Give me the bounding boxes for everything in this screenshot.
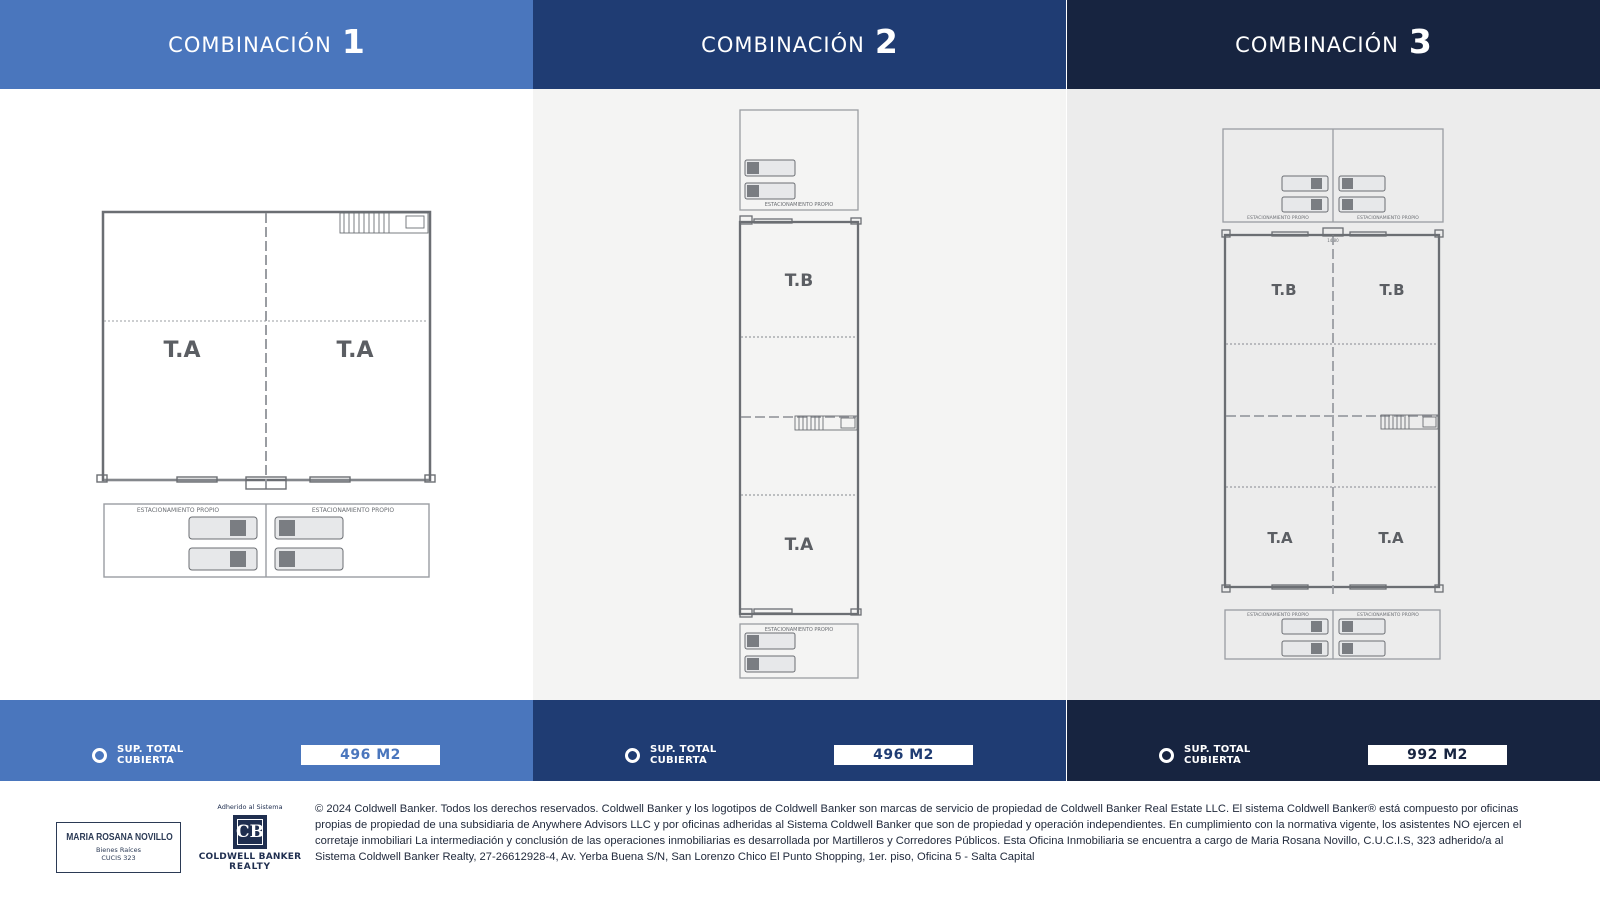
sup-line-2: CUBIERTA	[117, 755, 175, 766]
stair-icon	[1381, 415, 1438, 429]
car-icon	[745, 160, 795, 672]
combination-3-title-number: 3	[1408, 22, 1432, 61]
combination-2-column	[533, 0, 1066, 781]
combination-1-value: 496 M2	[301, 745, 440, 765]
plan3-dimension-label: 14.80	[1327, 238, 1339, 243]
plan2-parking-bottom-label: ESTACIONAMIENTO PROPIO	[764, 627, 834, 633]
combination-1-title-word: COMBINACIÓN	[168, 32, 332, 57]
combination-2-footer	[533, 700, 1066, 781]
combination-1-title-number: 1	[341, 22, 365, 61]
combination-3-header	[1067, 0, 1600, 89]
sup-line-1: SUP. TOTAL	[117, 744, 184, 755]
combination-2-floor-plan	[533, 89, 1066, 700]
combination-2-title-word: COMBINACIÓN	[701, 32, 865, 57]
ring-icon	[92, 748, 107, 763]
coldwell-banker-brand	[198, 803, 302, 872]
stair-icon	[340, 213, 428, 233]
plan2-unit-top: T.B	[784, 271, 814, 291]
plan3-unit-top-right: T.B	[1379, 281, 1405, 299]
combination-3-floor-plan	[1067, 89, 1600, 700]
combination-2-header	[533, 0, 1066, 89]
plan3-parking-label-3: ESTACIONAMIENTO PROPIO	[1247, 613, 1309, 618]
combination-2-sup-label	[650, 744, 717, 766]
combination-3-title-word: COMBINACIÓN	[1235, 32, 1399, 57]
sup-line-1: SUP. TOTAL	[650, 744, 717, 755]
plan3-unit-bottom-left: T.A	[1267, 529, 1293, 547]
legal-footer	[0, 781, 1600, 900]
legal-text: © 2024 Coldwell Banker. Todos los derechos reservados. Coldwell Banker y los logotipos de Coldwell Banker son marcas de servicio de propiedad de Coldwell Banker Real Estate LLC. El sistema Coldwell Banker® está compuesto por oficinas propias de propiedad de una subsidiaria de Anywhere Advisors LLC y por oficinas adheridas al Sistema Coldwell Banker que son de propiedad y operación independientes. En cumplimiento con la normativa vigente, los asistentes NO ejercen el corretaje inmobiliari La intermediación y conclusión de las operaciones inmobiliarias es desarrollada por Martilleros y Corredores Públicos. Esta Oficina Inmobiliaria se encuentra a cargo de Maria Rosana Novillo, C.U.C.I.S, 323 adherido/a al Sistema Coldwell Banker Realty, 27-26612928-4, Av. Yerba Buena S/N, San Lorenzo Chico El Punto Shopping, 1er. piso, Oficina 5 - Salta Capital	[315, 803, 1522, 863]
agent-registration: CUCIS 323	[101, 854, 136, 862]
combination-1-sup-label	[117, 744, 184, 766]
coldwell-banker-logo-icon: CB	[233, 815, 267, 849]
sup-line-1: SUP. TOTAL	[1184, 744, 1251, 755]
agent-subtitle: Bienes Raíces	[96, 846, 141, 854]
combination-1-floor-plan	[0, 89, 533, 700]
ring-icon	[1159, 748, 1174, 763]
combination-3-sup-label	[1184, 744, 1251, 766]
ring-icon	[625, 748, 640, 763]
plan1-parking-left-label: ESTACIONAMIENTO PROPIO	[136, 507, 220, 514]
combination-1-footer	[0, 700, 533, 781]
plan1-parking-right-label: ESTACIONAMIENTO PROPIO	[311, 507, 395, 514]
stair-icon	[795, 416, 857, 430]
combination-2-value: 496 M2	[834, 745, 973, 765]
combination-1-column	[0, 0, 533, 781]
cb-name: COLDWELL BANKER	[198, 852, 302, 862]
plan1-unit-left: T.A	[163, 338, 201, 363]
combination-2-title-number: 2	[874, 22, 898, 61]
agent-name: MARIA ROSANA NOVILLO	[66, 832, 173, 843]
combination-3-column	[1067, 0, 1600, 781]
plan3-unit-top-left: T.B	[1271, 281, 1297, 299]
plan2-unit-bottom: T.A	[784, 535, 814, 555]
cb-adherido-label: Adherido al Sistema	[217, 803, 283, 811]
combination-3-footer	[1067, 700, 1600, 781]
sup-line-2: CUBIERTA	[650, 755, 708, 766]
plan3-parking-label-2: ESTACIONAMIENTO PROPIO	[1357, 216, 1419, 221]
plan2-parking-top-label: ESTACIONAMIENTO PROPIO	[764, 202, 834, 208]
agent-badge	[56, 822, 181, 873]
combination-3-value: 992 M2	[1368, 745, 1507, 765]
sup-line-2: CUBIERTA	[1184, 755, 1242, 766]
plan3-parking-label-1: ESTACIONAMIENTO PROPIO	[1247, 216, 1309, 221]
plan3-unit-bottom-right: T.A	[1378, 529, 1404, 547]
cb-realty: REALTY	[229, 862, 271, 872]
plan3-parking-label-4: ESTACIONAMIENTO PROPIO	[1357, 613, 1419, 618]
combination-1-header	[0, 0, 533, 89]
plan1-unit-right: T.A	[336, 338, 374, 363]
